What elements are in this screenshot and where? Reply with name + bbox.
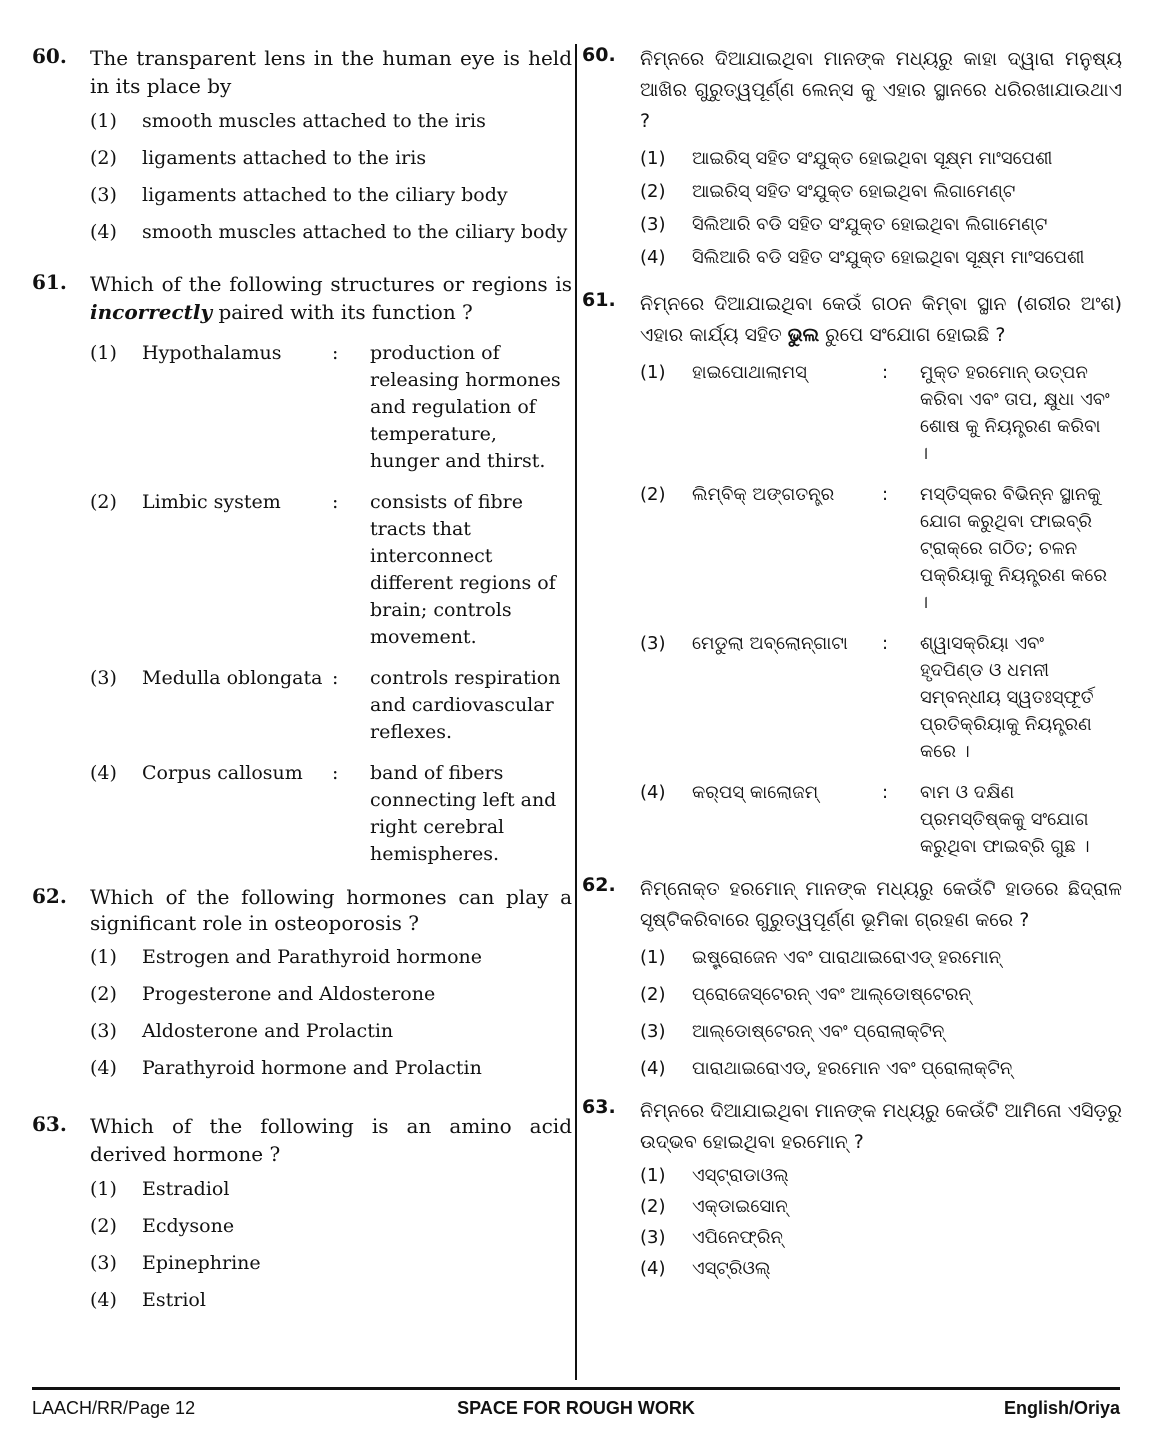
option-text: ligaments attached to the iris [142, 147, 427, 169]
option-number: (1) [90, 342, 117, 364]
option-text: smooth muscles attached to the iris [142, 110, 486, 132]
option-text: smooth muscles attached to the ciliary body [142, 221, 568, 243]
question-number: 60. [582, 44, 616, 66]
match-separator: : [332, 762, 339, 784]
match-row [90, 489, 572, 651]
option-number: (3) [640, 214, 666, 235]
match-row [640, 359, 1122, 467]
option-text: ପାରାଥାଇରୋଏଡ୍, ହରମୋନ ଏବଂ ପ୍ରୋଲାକ୍‌ଟିନ୍ [692, 1058, 1013, 1079]
option-text: ସିଲିଆରି ବଡି ସହିତ ସଂଯୁକ୍ତ ହୋଇଥିବା ଲିଗାମେଣ୍ଟ [692, 214, 1048, 235]
match-separator: : [332, 342, 339, 364]
emphasis-text: incorrectly [90, 300, 213, 324]
option [640, 145, 1122, 172]
option-text: Parathyroid hormone and Prolactin [142, 1057, 482, 1079]
option-text: Estrogen and Parathyroid hormone [142, 946, 482, 968]
option-text: Progesterone and Aldosterone [142, 983, 436, 1005]
match-separator: : [882, 633, 889, 654]
match-term: Limbic system [142, 491, 281, 513]
option-text: ସିଲିଆରି ବଡି ସହିତ ସଂଯୁକ୍ତ ହୋଇଥିବା ସୂକ୍ଷ୍ମ ମାଂସପେଶୀ [692, 247, 1085, 268]
question-text-part: ନିମ୍ନରେ ଦିଆଯାଇଥିବା କେଉଁ ଗଠନ କିମ୍ବା ସ୍ଥାନ (ଶରୀର ଅଂଶ) ଏହାର କାର୍ଯ୍ୟ ସହିତ [640, 293, 1122, 346]
option-text: Estradiol [142, 1178, 230, 1200]
match-term: Hypothalamus [142, 342, 282, 364]
option-text: Aldosterone and Prolactin [142, 1020, 394, 1042]
question-text: ନିମ୍ନୋକ୍ତ ହରମୋନ୍ ମାନଙ୍କ ମଧ୍ୟରୁ କେଉଁଟି ହାଡରେ ଛିଦ୍ରାଳ ସୃଷ୍ଟିକରିବାରେ ଗୁରୁତ୍ୱପୂର୍ଣ୍ଣ ଭୂମିକା ଗ୍ରହଣ କରେ ? [640, 878, 1122, 931]
match-row [640, 481, 1122, 616]
option-text: ଏପିନେଫ୍ରିନ୍ [692, 1227, 783, 1248]
option-number: (1) [640, 1165, 666, 1186]
match-row [90, 665, 572, 746]
rough-work-label: SPACE FOR ROUGH WORK [457, 1398, 695, 1418]
option [90, 1176, 572, 1203]
option-number: (3) [640, 633, 666, 654]
option [90, 981, 572, 1008]
option-text: ଆଇରିସ୍ ସହିତ ସଂଯୁକ୍ତ ହୋଇଥିବା ଲିଗାମେଣ୍ଟ [692, 181, 1016, 202]
option [90, 1213, 572, 1240]
option-text: ଆଇରିସ୍ ସହିତ ସଂଯୁକ୍ତ ହୋଇଥିବା ସୂକ୍ଷ୍ମ ମାଂସପେଶୀ [692, 148, 1053, 169]
match-term: Medulla oblongata [142, 667, 323, 689]
question-text: Which of the following is an amino acid derived hormone ? [90, 1114, 572, 1166]
option-text: ଇଷ୍ଟ୍ରୋଜେନ ଏବଂ ପାରାଥାଇରୋଏଡ୍ ହରମୋନ୍ [692, 947, 1002, 968]
option [640, 178, 1122, 205]
column-divider [575, 44, 577, 1380]
option [640, 981, 1122, 1008]
option [90, 1018, 572, 1045]
question-62-en [32, 884, 572, 1082]
option-number: (2) [640, 984, 666, 1005]
match-function: ଶ୍ୱାସକ୍ରିୟା ଏବଂ ହୃଦପିଣ୍ଡ ଓ ଧମନୀ ସମ୍ବନ୍ଧୀୟ ସ୍ୱତଃସ୍ଫୂର୍ତ ପ୍ରତିକ୍ରିୟାକୁ ନିୟନ୍ତ୍ରଣ କରେ । [920, 633, 1094, 762]
question-number: 60. [32, 44, 67, 68]
question-number: 61. [32, 270, 67, 294]
question-text-part: Which of the following structures or regions is [90, 272, 572, 296]
footer-rule [32, 1387, 1120, 1390]
option [640, 944, 1122, 971]
match-function: consists of fibre tracts that interconnect different regions of brain; controls movement. [370, 491, 556, 648]
question-number: 62. [32, 884, 67, 908]
option-text: ପ୍ରୋଜେସ୍‌ଟେରନ୍ ଏବଂ ଆଲ୍‌ଡୋଷ୍ଟେରନ୍ [692, 984, 971, 1005]
option-number: (4) [90, 1289, 117, 1311]
option-text: ଏକ୍‌ଡାଇସୋନ୍ [692, 1196, 788, 1217]
option [640, 1055, 1122, 1082]
question-text: Which of the following hormones can play a significant role in osteoporosis ? [90, 885, 572, 935]
question-number: 63. [582, 1096, 616, 1118]
english-column [32, 44, 572, 1338]
option [90, 1055, 572, 1082]
option-text: ଏସ୍‌ଟ୍ରାଡାଓଲ୍ [692, 1165, 789, 1186]
option-number: (4) [90, 221, 117, 243]
option-number: (1) [90, 1178, 117, 1200]
option-number: (2) [90, 147, 117, 169]
option [640, 211, 1122, 238]
question-number: 63. [32, 1112, 67, 1136]
match-row [640, 779, 1122, 860]
option-text: ଏସ୍‌ଟ୍ରିଓଲ୍ [692, 1258, 771, 1279]
option [90, 219, 572, 246]
question-text-part: ରୁପେ ସଂଯୋଗ ହୋଇଛି ? [819, 324, 1006, 346]
option [90, 944, 572, 971]
option-number: (2) [90, 1215, 117, 1237]
option-number: (4) [90, 762, 117, 784]
option-text: Epinephrine [142, 1252, 261, 1274]
option-number: (3) [640, 1021, 666, 1042]
option-number: (3) [90, 1252, 117, 1274]
question-text: ନିମ୍ନରେ ଦିଆଯାଇଥିବା ମାନଙ୍କ ମଧ୍ୟରୁ କାହା ଦ୍ୱାରା ମନୁଷ୍ୟ ଆଖିର ଗୁରୁତ୍ୱପୂର୍ଣ୍ଣ ଲେନ୍ସ କୁ ଏହାର ସ୍ଥାନରେ ଧରିରଖାଯାଉଥାଏ ? [640, 48, 1122, 132]
question-text [640, 289, 1122, 351]
match-separator: : [332, 491, 339, 513]
match-row [90, 340, 572, 475]
match-term: ଲିମ୍ବିକ୍ ଅଙ୍ଗତନ୍ତ୍ର [692, 484, 835, 505]
option [90, 182, 572, 209]
option-number: (1) [90, 110, 117, 132]
match-term: କର୍‌ପସ୍ କାଲୋଜମ୍ [692, 782, 819, 803]
option-text: Ecdysone [142, 1215, 235, 1237]
question-61-or [582, 289, 1122, 860]
question-text: ନିମ୍ନରେ ଦିଆଯାଇଥିବା ମାନଙ୍କ ମଧ୍ୟରୁ କେଉଁଟି ଆମିନୋ ଏସିଡ଼ରୁ ଉଦ୍ଭବ ହୋଇଥିବା ହରମୋନ୍ ? [640, 1100, 1122, 1153]
option-number: (1) [640, 362, 666, 383]
option-number: (4) [640, 1258, 666, 1279]
question-61-en [32, 270, 572, 868]
question-text [90, 270, 572, 326]
option-number: (3) [90, 1020, 117, 1042]
match-separator: : [332, 667, 339, 689]
match-separator: : [882, 782, 889, 803]
option-number: (2) [90, 983, 117, 1005]
question-62-or [582, 874, 1122, 1082]
question-63-or [582, 1096, 1122, 1282]
page-footer [32, 1398, 1120, 1424]
question-60-or [582, 44, 1122, 271]
match-term: ହାଇପୋଥାଲାମସ୍ [692, 362, 807, 383]
match-term: ମେଡୁଲା ଅବ୍‌ଲୋନ୍‌ଗାଟା [692, 633, 848, 654]
option [90, 1287, 572, 1314]
option-number: (2) [90, 491, 117, 513]
option [640, 1162, 1122, 1189]
match-function: controls respiration and cardiovascular reflexes. [370, 667, 561, 743]
option-number: (1) [640, 148, 666, 169]
option [640, 1255, 1122, 1282]
option [640, 1018, 1122, 1045]
option [640, 244, 1122, 271]
option-number: (4) [640, 247, 666, 268]
option-text: ligaments attached to the ciliary body [142, 184, 508, 206]
match-function: ମୁକ୍ତ ହରମୋନ୍ ଉତ୍ପନ କରିବା ଏବଂ ତାପ, କ୍ଷୁଧା ଏବଂ ଶୋଷ କୁ ନିୟନ୍ତ୍ରଣ କରିବା । [920, 362, 1110, 464]
option-number: (3) [640, 1227, 666, 1248]
match-function: ବାମ ଓ ଦକ୍ଷିଣ ପ୍ରମସ୍ତିଷ୍କକୁ ସଂଯୋଗ କରୁଥିବା ଫାଇବ୍ରି ଗୁଛ । [920, 782, 1090, 857]
page-id: LAACH/RR/Page 12 [32, 1398, 196, 1418]
match-function: band of fibers connecting left and right cerebral hemispheres. [370, 762, 557, 865]
option-number: (2) [640, 484, 666, 505]
option [90, 1250, 572, 1277]
option-number: (2) [640, 1196, 666, 1217]
option [640, 1224, 1122, 1251]
option-number: (1) [640, 947, 666, 968]
match-separator: : [882, 362, 889, 383]
match-row [640, 630, 1122, 765]
match-separator: : [882, 484, 889, 505]
option-number: (3) [90, 184, 117, 206]
option-number: (3) [90, 667, 117, 689]
emphasis-text: ଭୁଲ [787, 324, 820, 346]
option-number: (4) [640, 1058, 666, 1079]
option-number: (4) [90, 1057, 117, 1079]
option [90, 145, 572, 172]
match-function: production of releasing hormones and regulation of temperature, hunger and thirst. [370, 342, 561, 472]
question-60-en [32, 44, 572, 246]
question-number: 62. [582, 874, 616, 896]
match-function: ମସ୍ତିସ୍କର ବିଭିନ୍ନ ସ୍ଥାନକୁ ଯୋଗ କରୁଥିବା ଫାଇବ୍ରି ଟ୍ରାକ୍‌ରେ ଗଠିତ; ଚଳନ ପକ୍ରିୟାକୁ ନିୟନ୍ତ୍ରଣ କରେ । [920, 484, 1107, 613]
question-number: 61. [582, 289, 616, 311]
oriya-column [582, 44, 1122, 1306]
option-number: (4) [640, 782, 666, 803]
option [640, 1193, 1122, 1220]
option-number: (1) [90, 946, 117, 968]
question-63-en [32, 1112, 572, 1314]
question-text-part: paired with its function ? [212, 300, 473, 324]
language-label: English/Oriya [1003, 1398, 1120, 1418]
question-text: The transparent lens in the human eye is held in its place by [90, 46, 572, 98]
option-text: Estriol [142, 1289, 206, 1311]
option-text: ଆଲ୍‌ଡୋଷ୍ଟେରନ୍ ଏବଂ ପ୍ରୋଲାକ୍‌ଟିନ୍ [692, 1021, 945, 1042]
match-row [90, 760, 572, 868]
option [90, 108, 572, 135]
option-number: (2) [640, 181, 666, 202]
match-term: Corpus callosum [142, 762, 303, 784]
